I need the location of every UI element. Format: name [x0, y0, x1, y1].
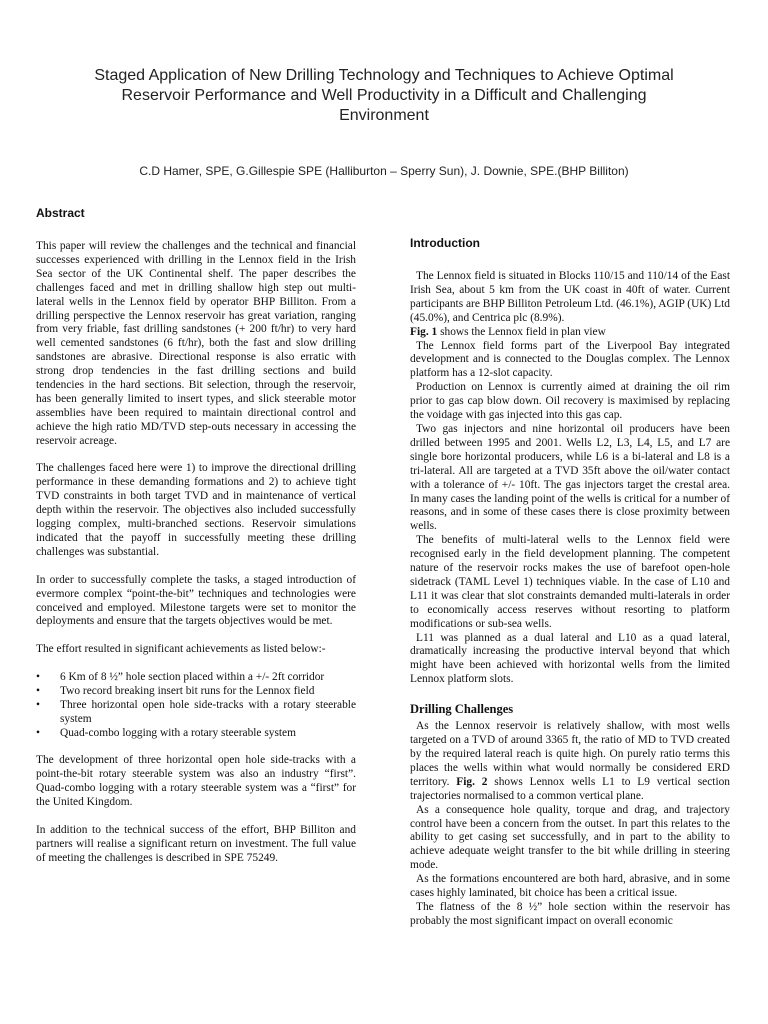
list-item: • 6 Km of 8 ½” hole section placed within a +/- 2ft corridor — [36, 671, 356, 685]
intro-paragraph: Production on Lennox is currently aimed at draining the oil rim prior to gas cap blow down. Oil recovery is maximised by replacing the voidage with gas injected into this gas cap. — [410, 381, 730, 422]
intro-paragraph: Two gas injectors and nine horizontal oil producers have been drilled between 1995 and 2001. Wells L2, L3, L4, L5, and L7 are single bore horizontal producers, while L6 is a bi-lateral and L8 is a tri-lateral. All are targeted at a TVD 35ft above the oil/water contact with a tolerance of +/- 10ft. The gas injectors target the crestal area. In many cases the landing point of the wells is critical for a number of reasons, and in some of these cases there is close proximity between wells. — [410, 422, 730, 533]
introduction-heading: Introduction — [410, 236, 480, 250]
abstract-paragraph: The effort resulted in significant achievements as listed below:- — [36, 643, 326, 656]
drilling-paragraph: As a consequence hole quality, torque and drag, and trajectory control have been a concern from the outset. In part this relates to the ability to get casing set successfully, and in part to the ability to achieve adequate weight transfer to the bit while drilling in steering mode. — [410, 803, 730, 872]
fig2-reference[interactable]: Fig. 2 — [456, 775, 488, 788]
fig1-reference[interactable]: Fig. 1 — [410, 325, 438, 338]
list-item: • Two record breaking insert bit runs for the Lennox field — [36, 685, 356, 699]
drilling-paragraph: As the formations encountered are both hard, abrasive, and in some cases highly laminated, bit choice has been a critical issue. — [410, 873, 730, 900]
achievements-list — [36, 671, 356, 741]
fig1-caption-line — [410, 326, 730, 340]
right-column — [410, 235, 730, 929]
intro-paragraph: The Lennox field forms part of the Liverpool Bay integrated development and is connected to the Douglas complex. The Lennox platform has a 12-slot capacity. — [410, 339, 730, 380]
abstract-paragraph: In order to successfully complete the tasks, a staged introduction of evermore complex “point-the-bit” techniques and technologies were conceived and employed. Milestone targets were set to monitor the deployments and ensure that the targets objectives would be met. — [36, 573, 356, 628]
title-line: Reservoir Performance and Well Productivity in a Difficult and Challenging — [121, 87, 647, 104]
fig1-text: shows the Lennox field in plan view — [437, 325, 606, 338]
list-item: • Quad-combo logging with a rotary steerable system — [36, 727, 356, 741]
drilling-text: As the Lennox reservoir is relatively shallow, with most wells targeted on a TVD of around 3365 ft, the ratio of MD to TVD created by the required lateral reach is quite high. On purely ratio terms this places the wells within what would normally be considered ERD territory. — [410, 720, 730, 788]
abstract-heading: Abstract — [36, 206, 85, 220]
abstract-paragraph: The development of three horizontal open hole side-tracks with a point-the-bit rotary steerable system was also an industry “first”. Quad-combo logging with a rotary steerable system was a “first” for the United Kingdom. — [36, 754, 356, 809]
drilling-paragraph — [410, 720, 730, 803]
left-column — [36, 205, 356, 880]
intro-paragraph: The benefits of multi-lateral wells to the Lennox field were recognised early in the field development planning. The competent nature of the reservoir rocks makes the use of barefoot open-hole sidetrack (TAML Level 1) techniques viable. In the case of L10 and L11 it was clear that slot constraints demanded multi-laterals in order to economically access reserves without resorting to platform modifications or sub-sea wells. — [410, 534, 730, 630]
drilling-text: shows Lennox wells L1 to L9 vertical section trajectories normalised to a common vertical plane. — [410, 775, 731, 802]
list-item: • Three horizontal open hole side-tracks with a rotary steerable system — [36, 699, 356, 727]
drilling-challenges-heading: Drilling Challenges — [410, 702, 514, 717]
title-line: Staged Application of New Drilling Technology and Techniques to Achieve Optimal — [94, 67, 674, 84]
abstract-paragraph: In addition to the technical success of the effort, BHP Billiton and partners will realise a significant return on investment. The full value of meeting the challenges is described in SPE 75249. — [36, 823, 356, 864]
abstract-paragraph: The challenges faced here were 1) to improve the directional drilling performance in these demanding formations and 2) to achieve tight TVD constraints in both target TVD and in maintenance of vertical depth within the reservoir. The objectives also included successfully logging complex, multi-branched sections. Reservoir simulations indicated that the payoff in successfully meeting these drilling challenges was substantial. — [36, 462, 356, 558]
intro-paragraph: L11 was planned as a dual lateral and L10 as a quad lateral, dramatically increasing the productive interval beyond that which might have been achieved with horizontal wells from the limited Lennox platform slots. — [410, 631, 730, 686]
title-line: Environment — [339, 107, 429, 124]
author-line: C.D Hamer, SPE, G.Gillespie SPE (Halliburton – Sperry Sun), J. Downie, SPE.(BHP Billiton) — [139, 164, 629, 178]
intro-paragraph: The Lennox field is situated in Blocks 110/15 and 110/14 of the East Irish Sea, about 5 km from the UK coast in 40ft of water. Current participants are BHP Billiton Petroleum Ltd. (46.1%), AGIP (UK) Ltd (45.0%), and Centrica plc (8.9%). — [410, 270, 730, 324]
drilling-paragraph: The flatness of the 8 ½” hole section within the reservoir has probably the most significant impact on overall economic — [410, 900, 730, 927]
abstract-paragraph: This paper will review the challenges and the technical and financial successes experienced with drilling in the Lennox field in the Irish Sea sector of the UK Continental shelf. The paper describes the challenges faced and met in drilling shallow high step out multi-lateral wells in the Lennox field by operator BHP Billiton. From a drilling perspective the Lennox reservoir has great variation, ranging from very friable, fast drilling sandstones (+ 200 ft/hr) to very hard well cemented sandstones (6 ft/hr), both the fast and slow drilling sandstones are abrasive. Directional response is also erratic with strong drop tendencies in the fast drilling sections and build tendencies in the hard sections. Bit selection, through the reservoir, has been generally limited to insert types, and slick steerable motor assemblies have been required to maintain directional control and achieve the high ratio MD/TVD step-outs necessary in accessing the reservoir acreage. — [36, 240, 356, 447]
paper-title — [40, 66, 728, 126]
